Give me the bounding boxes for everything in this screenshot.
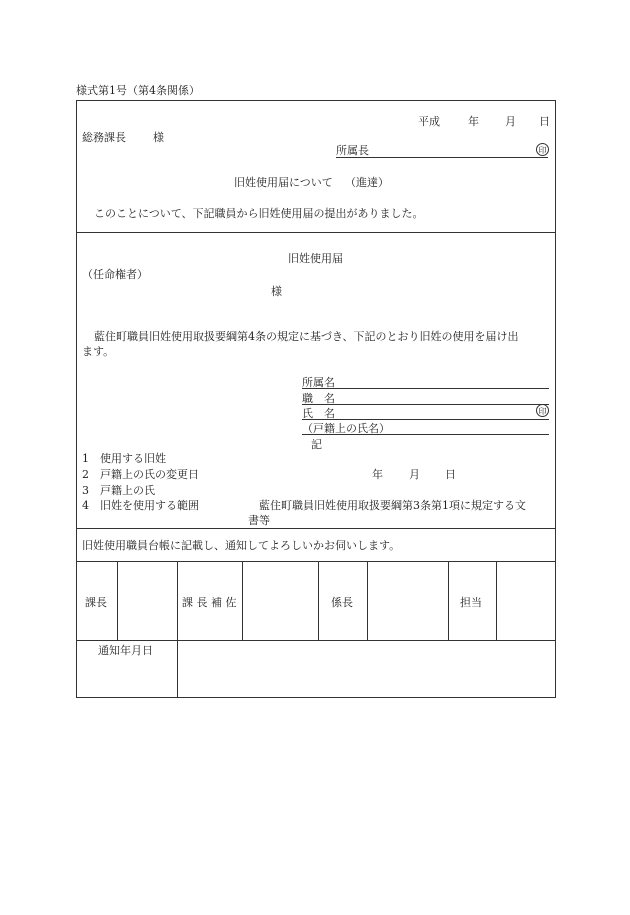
approval-request: 旧姓使用職員台帳に記載し、通知してよろしいかお伺いします。 [82, 539, 401, 552]
addressee: 総務課長 [82, 131, 126, 144]
item-number: 3 [82, 484, 89, 497]
notification-body-line2: ます。 [82, 345, 115, 358]
scope-line2: 書等 [248, 514, 270, 527]
sender-label: 所属長 [336, 144, 369, 157]
field-post-label: 職 名 [302, 392, 335, 405]
stamp-label-tanto: 担当 [460, 596, 482, 609]
stamp-label-kacho: 課長 [85, 596, 107, 609]
approval-divider [367, 561, 368, 640]
divider-part2 [76, 528, 556, 529]
stamp-label-kacho-hosa: 課 長 補 佐 [182, 596, 237, 609]
transmittal-title: 旧姓使用届について [234, 176, 333, 189]
transmittal-title-suffix: （進達） [345, 176, 389, 189]
item-number: 2 [82, 468, 89, 481]
item-number: 1 [82, 452, 89, 465]
stamp-label-kakaricho: 係長 [331, 596, 353, 609]
date-year: 年 [468, 115, 479, 128]
change-date-year: 年 [372, 468, 383, 481]
ki-heading: 記 [311, 438, 322, 451]
date-era: 平成 [418, 115, 440, 128]
field-name-line [302, 419, 549, 420]
approval-divider [318, 561, 319, 640]
item-label: 戸籍上の氏の変更日 [100, 468, 199, 481]
field-department-line [302, 388, 549, 389]
appointer-label: （任命権者） [82, 268, 148, 281]
date-month: 月 [505, 115, 516, 128]
field-post-line [302, 404, 549, 405]
change-date-day: 日 [445, 468, 456, 481]
notification-body-line1: 藍住町職員旧姓使用取扱要綱第4条の規定に基づき、下記のとおり旧姓の使用を届け出 [94, 330, 519, 343]
field-family-name-label: （戸籍上の氏名） [302, 422, 390, 435]
addressee-honorific: 様 [153, 131, 164, 144]
seal-mark: 印 [536, 404, 549, 417]
divider-approval [76, 640, 556, 641]
date-day: 日 [539, 115, 550, 128]
field-family-name-line [302, 434, 549, 435]
approval-divider [117, 561, 118, 640]
sender-line [336, 157, 548, 158]
item-label: 旧姓を使用する範囲 [100, 499, 199, 512]
divider-part1 [76, 232, 556, 233]
item-label: 戸籍上の氏 [100, 484, 155, 497]
scope-line1: 藍住町職員旧姓使用取扱要綱第3条第1項に規定する文 [259, 499, 526, 512]
approval-divider [242, 561, 243, 640]
approval-divider [496, 561, 497, 640]
approval-divider [177, 561, 178, 698]
change-date-month: 月 [409, 468, 420, 481]
field-department-label: 所属名 [302, 376, 335, 389]
approval-divider [448, 561, 449, 640]
appointer-honorific: 様 [271, 285, 282, 298]
seal-mark: 印 [536, 143, 549, 156]
form-number: 様式第1号（第4条関係） [76, 84, 200, 97]
notification-title: 旧姓使用届 [288, 252, 343, 265]
item-number: 4 [82, 499, 89, 512]
divider-part3 [76, 561, 556, 562]
item-label: 使用する旧姓 [100, 452, 166, 465]
transmittal-body: このことについて、下記職員から旧姓使用届の提出がありました。 [94, 207, 424, 220]
notice-date-label: 通知年月日 [98, 644, 153, 657]
field-name-label: 氏 名 [302, 407, 335, 420]
